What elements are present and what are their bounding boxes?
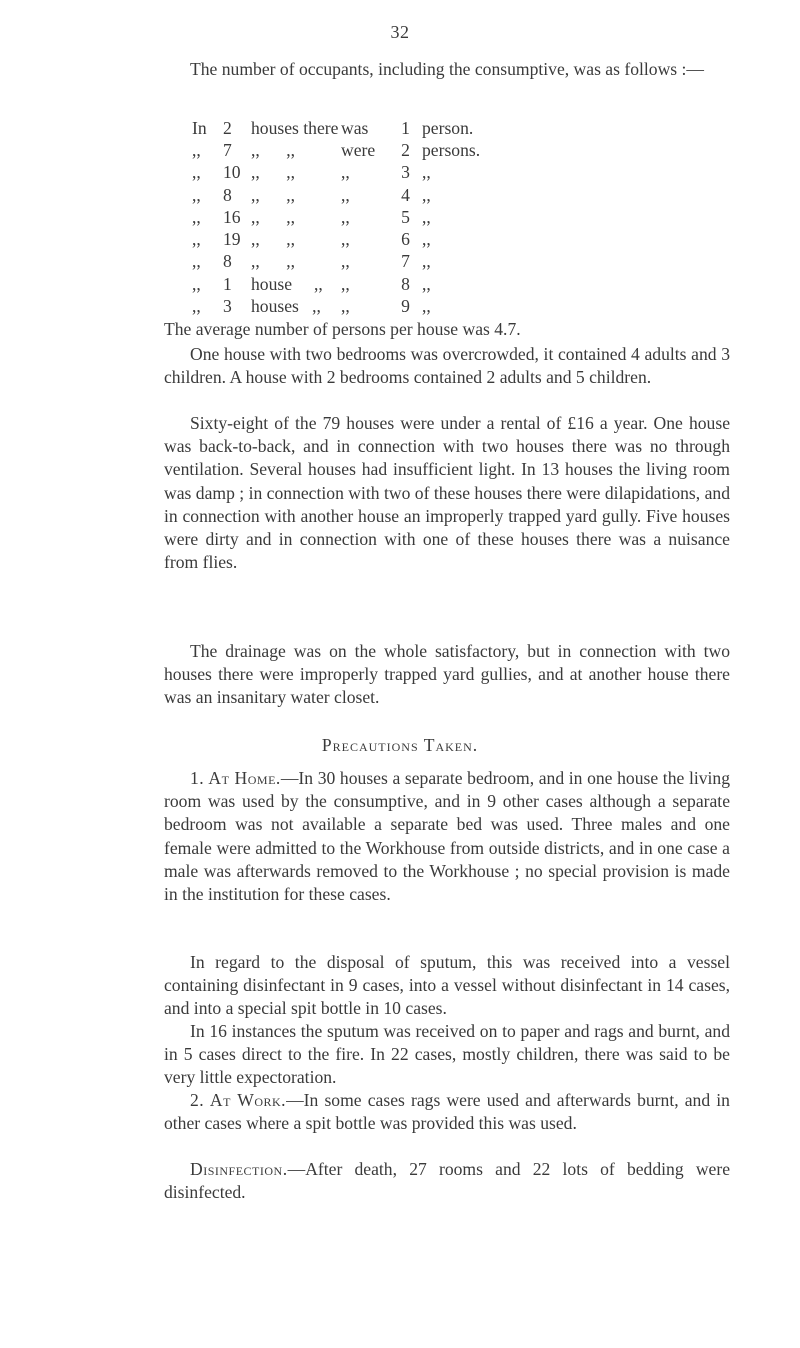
occupants-cell-lead: ,, xyxy=(192,229,201,250)
occupants-cell-unit: houses ,, xyxy=(251,296,321,317)
occupants-cell-verb: ,, xyxy=(341,229,350,250)
occupants-cell-count: 5 xyxy=(401,206,410,227)
at-work-text: —In some cases rags were used and afterwards burnt, and in other cases where a spit bottle was provided this was used. xyxy=(164,1090,730,1134)
instances-paragraph: In 16 instances the sputum was received on to paper and rags and burnt, and in 5 cases direct to the fire. In 22 cases, mostly children, there was said to be very little expectoration. xyxy=(164,1021,730,1088)
occupants-cell-unit: house ,, xyxy=(251,273,323,294)
page-number: 32 xyxy=(390,22,410,42)
occupants-cell-unit: ,, ,, xyxy=(251,229,295,250)
occupants-cell-verb: were xyxy=(341,139,376,160)
at-home-text: —In 30 houses a separate bedroom, and in one house the living room was used by the consumptive, and in 9 other cases although a separate bedroom was not available a separate bed was used. Three males and one female were admitted to the Workhouse from outside districts, and in one case a male was afterwards removed to the Workhouse ; no special provision is made in the institution for these cases. xyxy=(164,768,730,905)
at-work-paragraph xyxy=(164,1089,730,1135)
occupants-table xyxy=(192,117,480,318)
occupants-cell-verb: ,, xyxy=(341,296,350,317)
occupants-cell-verb: ,, xyxy=(341,206,350,227)
occupants-cell-unit: ,, ,, xyxy=(251,139,295,160)
occupants-cell-count: 8 xyxy=(401,273,410,294)
occupants-row xyxy=(192,295,480,317)
occupants-cell-unit: ,, ,, xyxy=(251,162,295,183)
occupants-cell-unit: ,, ,, xyxy=(251,184,295,205)
occupants-cell-verb: ,, xyxy=(341,162,350,183)
occupants-cell-verb: ,, xyxy=(341,184,350,205)
occupants-cell-houses: 10 xyxy=(223,162,241,183)
occupants-cell-noun: ,, xyxy=(422,206,431,227)
occupants-cell-count: 7 xyxy=(401,251,410,272)
occupants-cell-lead: ,, xyxy=(192,273,201,294)
occupants-cell-unit: ,, ,, xyxy=(251,251,295,272)
disinfection-text: —After death, 27 rooms and 22 lots of bedding were disinfected. xyxy=(164,1159,730,1203)
occupants-cell-houses: 3 xyxy=(223,296,232,317)
occupants-cell-houses: 1 xyxy=(223,273,232,294)
occupants-cell-houses: 16 xyxy=(223,206,241,227)
occupants-cell-noun: ,, xyxy=(422,162,431,183)
occupants-cell-verb: was xyxy=(341,117,369,138)
occupants-cell-noun: persons. xyxy=(422,139,481,160)
occupants-table-body xyxy=(192,117,480,318)
average-line: The average number of persons per house was 4.7. xyxy=(164,319,521,339)
occupants-row xyxy=(192,273,480,295)
occupants-cell-noun: person. xyxy=(422,117,474,138)
occupants-row xyxy=(192,251,480,273)
occupants-cell-lead: ,, xyxy=(192,251,201,272)
occupants-cell-houses: 7 xyxy=(223,139,232,160)
drainage-paragraph: The drainage was on the whole satisfactory, but in connection with two houses there were improperly trapped yard gullies, and at another house there was an insanitary water closet. xyxy=(164,641,730,708)
occupants-cell-count: 6 xyxy=(401,229,410,250)
occupants-cell-count: 1 xyxy=(401,117,410,138)
occupants-cell-noun: ,, xyxy=(422,229,431,250)
occupants-cell-verb: ,, xyxy=(341,251,350,272)
occupants-cell-houses: 8 xyxy=(223,251,232,272)
occupants-cell-lead: ,, xyxy=(192,139,201,160)
occupants-row xyxy=(192,206,480,228)
occupants-cell-count: 3 xyxy=(401,162,410,183)
occupants-row xyxy=(192,162,480,184)
occupants-cell-lead: ,, xyxy=(192,206,201,227)
occupants-row xyxy=(192,117,480,139)
occupants-row xyxy=(192,139,480,161)
overcrowded-paragraph: One house with two bedrooms was overcrowded, it contained 4 adults and 3 children. A house with 2 bedrooms contained 2 adults and 5 children. xyxy=(164,344,730,388)
occupants-cell-unit: ,, ,, xyxy=(251,206,295,227)
occupants-cell-lead: In xyxy=(192,117,207,138)
occupants-row xyxy=(192,228,480,250)
occupants-row xyxy=(192,184,480,206)
occupants-cell-lead: ,, xyxy=(192,184,201,205)
occupants-cell-count: 4 xyxy=(401,184,410,205)
disinfection-paragraph xyxy=(164,1158,730,1204)
occupants-cell-verb: ,, xyxy=(341,273,350,294)
disinfection-label: Disinfection. xyxy=(190,1159,288,1179)
section-heading: Precautions Taken. xyxy=(321,735,479,755)
occupants-cell-count: 2 xyxy=(401,139,410,160)
occupants-cell-noun: ,, xyxy=(422,273,431,294)
occupants-cell-houses: 8 xyxy=(223,184,232,205)
occupants-cell-noun: ,, xyxy=(422,296,431,317)
occupants-cell-noun: ,, xyxy=(422,184,431,205)
occupants-cell-houses: 2 xyxy=(223,117,232,138)
intro-paragraph: The number of occupants, including the consumptive, was as follows :— xyxy=(190,59,705,79)
occupants-cell-lead: ,, xyxy=(192,296,201,317)
at-work-label: 2. At Work. xyxy=(190,1090,287,1110)
at-home-label: 1. At Home. xyxy=(190,768,281,788)
occupants-cell-houses: 19 xyxy=(223,229,241,250)
occupants-cell-count: 9 xyxy=(401,296,410,317)
at-home-paragraph xyxy=(164,767,730,906)
occupants-cell-noun: ,, xyxy=(422,251,431,272)
rental-paragraph: Sixty-eight of the 79 houses were under a rental of £16 a year. One house was back-to-back, and in connection with two houses there was no through ventilation. Several houses had insufficient light. In 13 houses the living room was damp ; in connection with two of these houses there were dilapidations, and in connection with another house an improperly trapped yard gully. Five houses were dirty and in connection with one of these houses there was a nuisance from flies. xyxy=(164,413,730,573)
occupants-cell-lead: ,, xyxy=(192,162,201,183)
occupants-cell-unit: houses there xyxy=(251,117,339,138)
sputum-paragraph: In regard to the disposal of sputum, this was received into a vessel containing disinfectant in 9 cases, into a vessel without disinfectant in 14 cases, and into a special spit bottle in 10 cases. xyxy=(164,952,730,1019)
